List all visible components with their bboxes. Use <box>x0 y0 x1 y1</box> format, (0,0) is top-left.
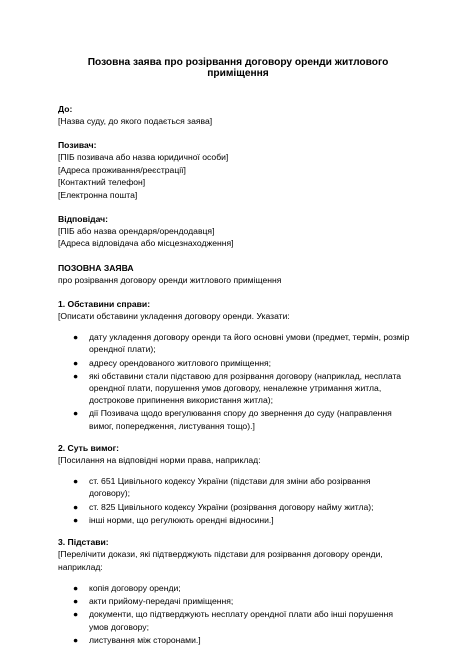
bullet-list <box>58 475 418 526</box>
bullet-icon: ● <box>73 609 79 620</box>
defendant-name: [ПІБ або назва орендаря/орендодавця] <box>58 226 215 237</box>
to-label: До: <box>58 104 73 114</box>
list-item: ● адресу орендованого житлового приміщення; <box>73 357 271 368</box>
bullet-icon: ● <box>73 596 79 607</box>
bullet-icon: ● <box>73 514 79 525</box>
section-intro: [Описати обставини укладення договору оренди. Указати: <box>58 310 290 321</box>
section-intro: [Перелічити докази, які підтверджують підстави для розірвання договору оренди, <box>58 549 383 560</box>
plaintiff-phone: [Контактний телефон] <box>58 177 146 188</box>
plaintiff-block <box>58 139 418 201</box>
bullet-list <box>58 331 418 432</box>
court-name: [Назва суду, до якого подається заява] <box>58 116 213 126</box>
claim-heading: ПОЗОВНА ЗАЯВА <box>58 262 134 273</box>
bullet-list <box>58 582 418 646</box>
plaintiff-email: [Електронна пошта] <box>58 189 138 200</box>
bullet-icon: ● <box>73 476 79 487</box>
list-item: ● копія договору оренди; <box>73 582 181 593</box>
section-claims <box>58 442 418 526</box>
bullet-icon: ● <box>73 501 79 512</box>
list-item: ● листування між сторонами.] <box>73 634 201 645</box>
plaintiff-label: Позивач: <box>58 140 97 151</box>
claim-subtitle: про розірвання договору оренди житлового приміщення <box>58 274 282 285</box>
bullet-icon: ● <box>73 332 79 343</box>
section-circumstances <box>58 298 418 432</box>
bullet-icon: ● <box>73 582 79 593</box>
list-item: ● ст. 825 Цивільного кодексу України (розірвання договору найму житла); <box>73 501 374 512</box>
list-item: ● документи, що підтверджують несплату орендної плати або інші порушення умов договору; <box>73 609 394 632</box>
defendant-address: [Адреса відповідача або місцезнаходження] <box>58 238 234 249</box>
plaintiff-name: [ПІБ позивача або назва юридичної особи] <box>58 152 229 163</box>
bullet-icon: ● <box>73 408 79 419</box>
bullet-icon: ● <box>73 357 79 368</box>
bullet-icon: ● <box>73 634 79 645</box>
section-intro-cont: наприклад: <box>58 561 103 572</box>
document-title: Позовна заява про розірвання договору оренди житлового приміщення <box>87 57 389 79</box>
list-item: ● акти прийому-передачі приміщення; <box>73 596 234 607</box>
section-intro: [Посилання на відповідні норми права, наприклад: <box>58 454 261 465</box>
list-item: ● ст. 651 Цивільного кодексу України (підстави для зміни або розірвання договору); <box>73 476 371 499</box>
list-item: ● інші норми, що регулюють орендні відносини.] <box>73 514 274 525</box>
list-item: ● дії Позивача щодо врегулювання спору до звернення до суду (направлення вимог, попередження, листування тощо).] <box>73 408 392 431</box>
to-block <box>58 103 418 127</box>
plaintiff-address: [Адреса проживання/реєстрації] <box>58 164 186 175</box>
defendant-label: Відповідач: <box>58 214 109 225</box>
section-heading: 3. Підстави: <box>58 537 109 548</box>
section-grounds <box>58 536 418 646</box>
list-item: ● які обставини стали підставою для розірвання договору (наприклад, несплата орендної плати, порушення умов договору, неналежне утримання житла, дострокове припинення використання житла); <box>73 370 402 406</box>
list-item: ● дату укладення договору оренди та його основні умови (предмет, термін, розмір орендної плати); <box>73 332 410 355</box>
section-heading: 1. Обставини справи: <box>58 298 151 309</box>
section-heading: 2. Суть вимог: <box>58 442 120 453</box>
defendant-block <box>58 213 418 250</box>
bullet-icon: ● <box>73 370 79 381</box>
claim-header <box>58 262 418 286</box>
